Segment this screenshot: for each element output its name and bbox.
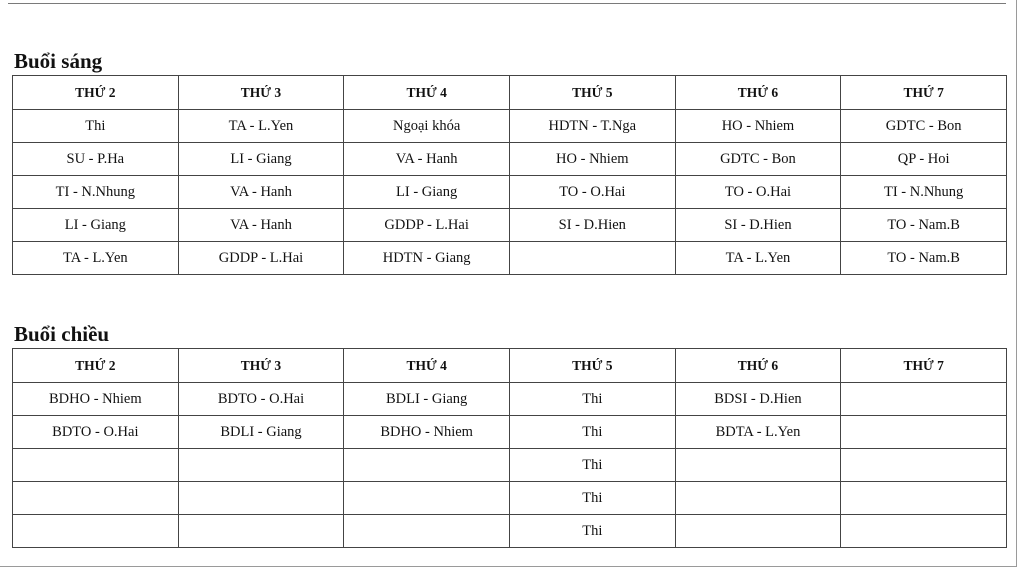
table-row: [13, 143, 1007, 176]
schedule-cell: HO - Nhiem: [509, 143, 675, 176]
schedule-cell: TA - L.Yen: [178, 110, 344, 143]
schedule-cell: SI - D.Hien: [509, 209, 675, 242]
schedule-cell: [13, 482, 179, 515]
table-row: [13, 176, 1007, 209]
schedule-cell: LI - Giang: [13, 209, 179, 242]
schedule-cell: [178, 482, 344, 515]
schedule-cell: [841, 416, 1007, 449]
schedule-cell: LI - Giang: [178, 143, 344, 176]
schedule-cell: Thi: [13, 110, 179, 143]
schedule-cell: BDLI - Giang: [178, 416, 344, 449]
schedule-cell: TA - L.Yen: [13, 242, 179, 275]
schedule-cell: GDTC - Bon: [675, 143, 841, 176]
schedule-cell: BDTO - O.Hai: [13, 416, 179, 449]
schedule-cell: BDHO - Nhiem: [13, 383, 179, 416]
table-row: [13, 110, 1007, 143]
schedule-cell: TO - Nam.B: [841, 209, 1007, 242]
schedule-cell: Thi: [509, 416, 675, 449]
schedule-cell: Thi: [509, 383, 675, 416]
schedule-cell: [841, 383, 1007, 416]
section-title-afternoon: Buổi chiều: [14, 322, 110, 346]
schedule-cell: [178, 449, 344, 482]
table-row: [13, 449, 1007, 482]
schedule-cell: BDTA - L.Yen: [675, 416, 841, 449]
day-header: THỨ 5: [509, 76, 675, 110]
day-header: THỨ 3: [178, 349, 344, 383]
day-header: THỨ 7: [841, 76, 1007, 110]
table-row: [13, 515, 1007, 548]
day-header: THỨ 4: [344, 76, 510, 110]
schedule-cell: TA - L.Yen: [675, 242, 841, 275]
schedule-cell: [841, 515, 1007, 548]
schedule-cell: VA - Hanh: [344, 143, 510, 176]
schedule-table-morning: [12, 75, 1007, 275]
schedule-cell: [13, 449, 179, 482]
schedule-cell: TI - N.Nhung: [841, 176, 1007, 209]
schedule-cell: Thi: [509, 482, 675, 515]
day-header: THỨ 2: [13, 76, 179, 110]
day-header: THỨ 5: [509, 349, 675, 383]
schedule-cell: [675, 482, 841, 515]
table-row: [13, 209, 1007, 242]
top-divider: [8, 3, 1006, 4]
schedule-cell: [509, 242, 675, 275]
schedule-cell: TO - Nam.B: [841, 242, 1007, 275]
header-row: [13, 76, 1007, 110]
schedule-table-afternoon: [12, 348, 1007, 548]
table-row: [13, 383, 1007, 416]
day-header: THỨ 2: [13, 349, 179, 383]
schedule-cell: BDLI - Giang: [344, 383, 510, 416]
schedule-cell: HDTN - T.Nga: [509, 110, 675, 143]
schedule-cell: [675, 515, 841, 548]
schedule-cell: Ngoại khóa: [344, 110, 510, 143]
schedule-cell: TO - O.Hai: [675, 176, 841, 209]
schedule-cell: BDTO - O.Hai: [178, 383, 344, 416]
schedule-cell: Thi: [509, 449, 675, 482]
schedule-cell: QP - Hoi: [841, 143, 1007, 176]
schedule-cell: [344, 482, 510, 515]
schedule-cell: [841, 449, 1007, 482]
schedule-cell: HDTN - Giang: [344, 242, 510, 275]
day-header: THỨ 7: [841, 349, 1007, 383]
schedule-cell: TO - O.Hai: [509, 176, 675, 209]
schedule-cell: [841, 482, 1007, 515]
schedule-cell: [13, 515, 179, 548]
table-row: [13, 416, 1007, 449]
table-row: [13, 482, 1007, 515]
schedule-cell: BDHO - Nhiem: [344, 416, 510, 449]
schedule-cell: [675, 449, 841, 482]
header-row: [13, 349, 1007, 383]
schedule-cell: GDDP - L.Hai: [344, 209, 510, 242]
day-header: THỨ 3: [178, 76, 344, 110]
day-header: THỨ 4: [344, 349, 510, 383]
schedule-cell: GDTC - Bon: [841, 110, 1007, 143]
day-header: THỨ 6: [675, 349, 841, 383]
schedule-cell: [344, 449, 510, 482]
schedule-cell: HO - Nhiem: [675, 110, 841, 143]
schedule-cell: GDDP - L.Hai: [178, 242, 344, 275]
schedule-cell: VA - Hanh: [178, 209, 344, 242]
day-header: THỨ 6: [675, 76, 841, 110]
schedule-cell: SU - P.Ha: [13, 143, 179, 176]
schedule-cell: LI - Giang: [344, 176, 510, 209]
table-row: [13, 242, 1007, 275]
schedule-cell: Thi: [509, 515, 675, 548]
schedule-cell: SI - D.Hien: [675, 209, 841, 242]
schedule-cell: [344, 515, 510, 548]
schedule-cell: [178, 515, 344, 548]
schedule-cell: TI - N.Nhung: [13, 176, 179, 209]
section-title-morning: Buổi sáng: [14, 49, 103, 73]
schedule-cell: VA - Hanh: [178, 176, 344, 209]
schedule-cell: BDSI - D.Hien: [675, 383, 841, 416]
